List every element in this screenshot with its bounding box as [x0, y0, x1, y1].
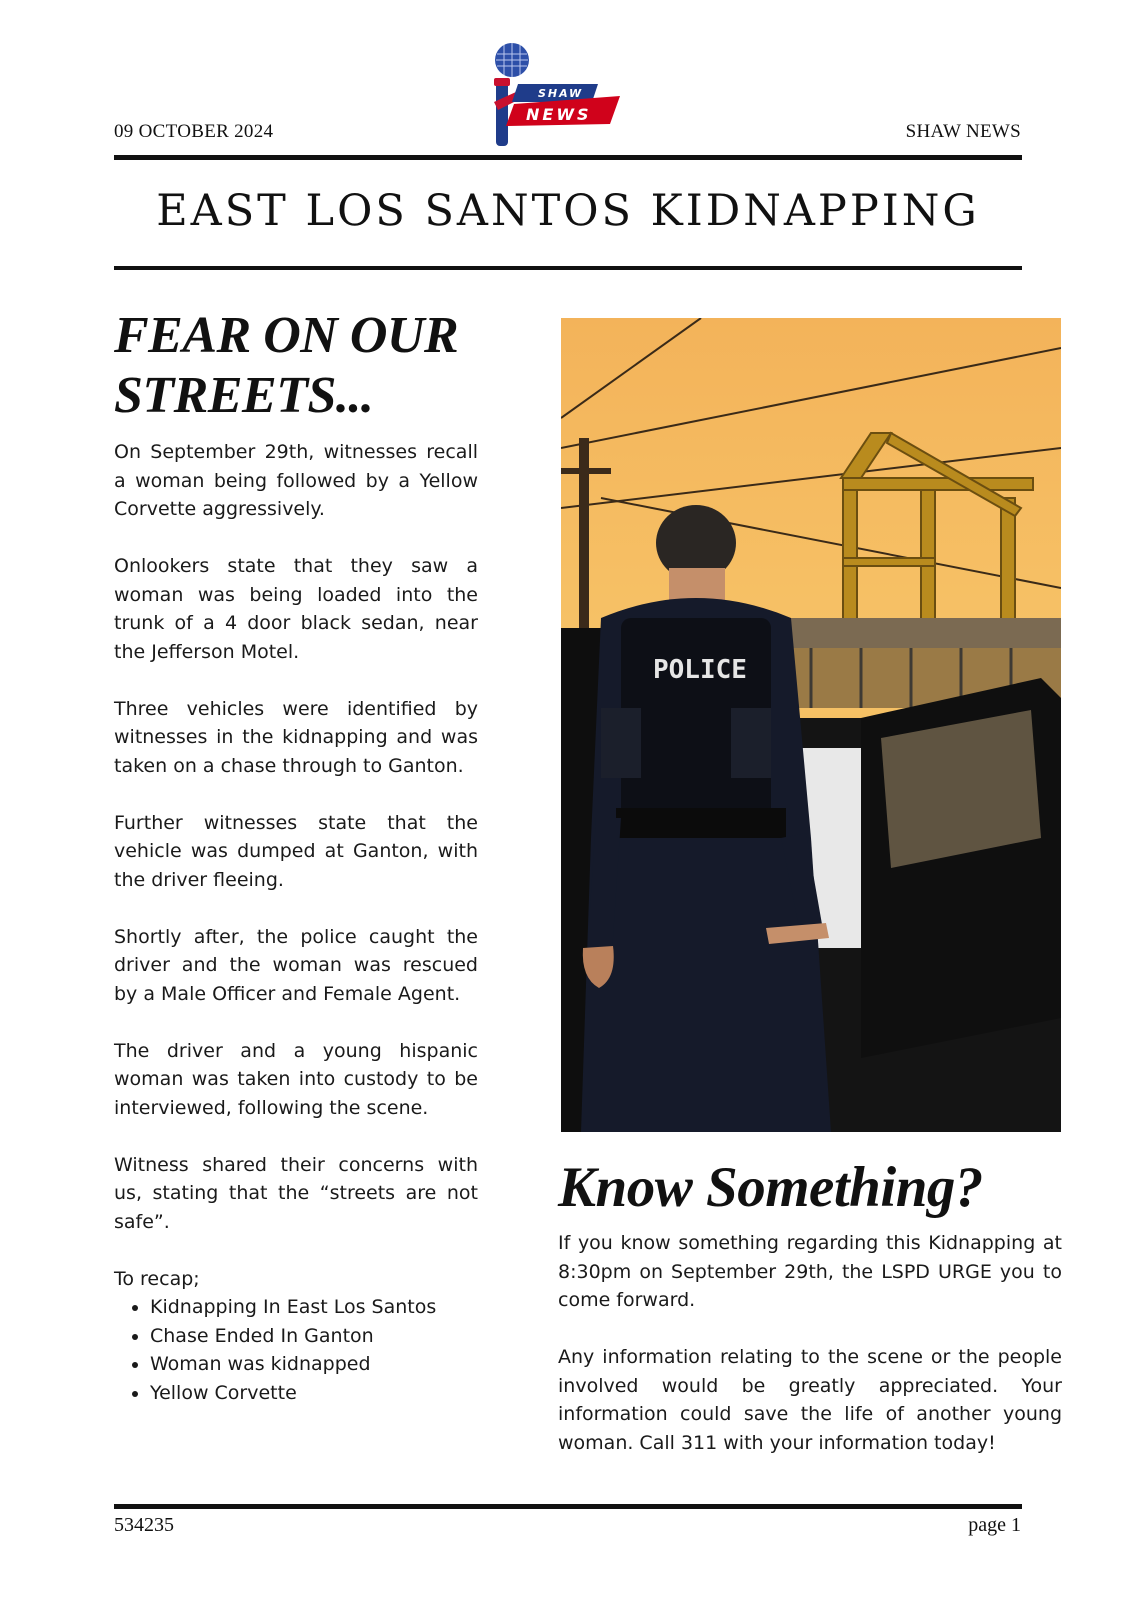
article-paragraph-6: The driver and a young hispanic woman was taken into custody to be interviewed, following the scene. — [114, 1039, 478, 1119]
article-column — [114, 306, 478, 1407]
publication-name: SHAW NEWS — [905, 121, 1021, 142]
logo-shaw-text: SHAW — [538, 87, 584, 100]
article-paragraph-7: Witness shared their concerns with us, stating that the “streets are not safe”. — [114, 1153, 478, 1233]
article-title-line-1: FEAR ON OUR — [114, 307, 459, 364]
article-paragraph-3: Three vehicles were identified by witnesses in the kidnapping and was taken on a chase through to Ganton. — [114, 697, 478, 777]
recap-list — [114, 1293, 478, 1407]
page-number: page 1 — [968, 1514, 1021, 1536]
issue-date: 09 OCTOBER 2024 — [114, 121, 274, 142]
call-to-action — [558, 1155, 1062, 1486]
article-title-line-2: STREETS... — [114, 367, 374, 424]
police-officer-photo — [561, 318, 1061, 1132]
call-to-action-paragraph-1: If you know something regarding this Kidnapping at 8:30pm on September 29th, the LSPD URGE you to come forward. — [558, 1232, 1062, 1311]
footer-code: 534235 — [114, 1514, 174, 1536]
recap-item: • Kidnapping In East Los Santos — [150, 1293, 478, 1322]
shaw-news-logo — [488, 40, 640, 150]
recap-label: To recap; — [114, 1267, 200, 1290]
call-to-action-title: Know Something? — [558, 1156, 983, 1219]
article-paragraph-1: On September 29th, witnesses recall a woman being followed by a Yellow Corvette aggressively. — [114, 441, 478, 520]
article-paragraph-5: Shortly after, the police caught the driver and the woman was rescued by a Male Officer and Female Agent. — [114, 925, 478, 1005]
top-divider — [114, 155, 1022, 160]
call-to-action-paragraph-2: Any information relating to the scene or the people involved would be greatly appreciated. Your information could save the life of another young woman. Call 311 with your information today! — [558, 1346, 1062, 1454]
logo-news-text: NEWS — [526, 105, 592, 124]
recap-item: • Chase Ended In Ganton — [150, 1322, 478, 1351]
recap-item: • Woman was kidnapped — [150, 1350, 478, 1379]
recap-item: • Yellow Corvette — [150, 1379, 478, 1408]
page-headline: EAST LOS SANTOS KIDNAPPING — [156, 186, 980, 236]
article-paragraph-4: Further witnesses state that the vehicle was dumped at Ganton, with the driver fleeing. — [114, 811, 478, 891]
footer-divider — [114, 1504, 1022, 1509]
police-vest-label: POLICE — [653, 655, 747, 685]
article-paragraph-2: Onlookers state that they saw a woman was being loaded into the trunk of a 4 door black sedan, near the Jefferson Motel. — [114, 555, 478, 663]
headline-divider — [114, 266, 1022, 270]
article-title — [114, 306, 478, 426]
